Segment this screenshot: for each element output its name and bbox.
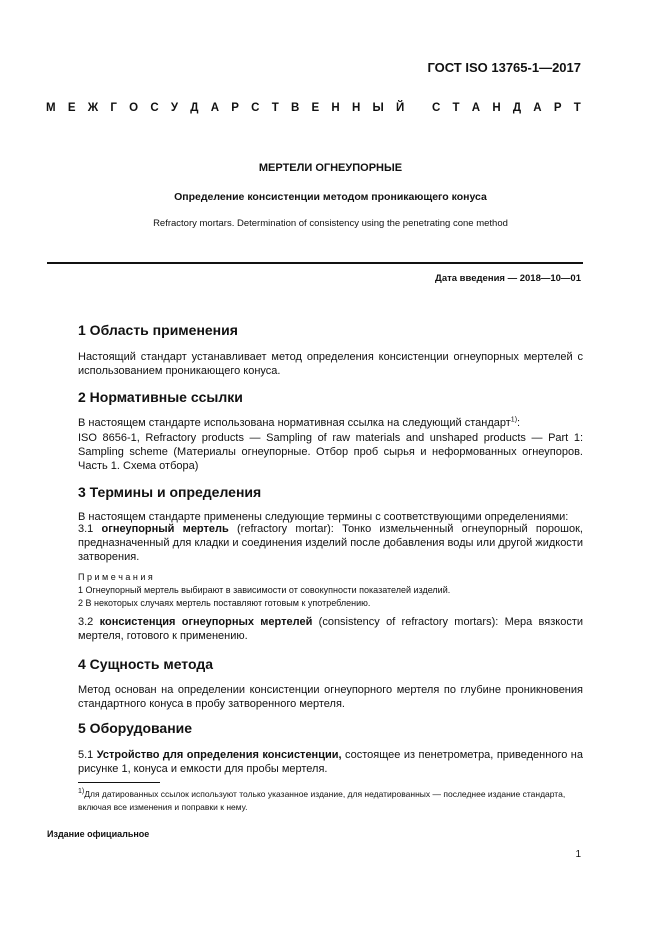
banner-letter: В — [290, 102, 300, 114]
term-3-1-term: огнеупорный мертель — [101, 523, 229, 535]
section-2-intro-text: В настоящем стандарте использована нормативная ссылка на следующий стандарт — [78, 417, 511, 429]
term-3-2 — [78, 615, 583, 643]
paragraph-5-1 — [78, 748, 583, 776]
banner-letter: Р — [553, 102, 562, 114]
section-2-reference: ISO 8656-1, Refractory products — Sampling of raw materials and unshaped products — Part 1: Sampling scheme (Материалы огнеупорные. Отбор проб сырья и неформованных огнеупоров. Часть 1. Схема отбора) — [78, 432, 583, 472]
footnote-rule — [78, 782, 160, 783]
paragraph-5-1-number: 5.1 — [78, 749, 94, 761]
interstate-standard-banner — [46, 102, 581, 114]
term-3-2-definition: (consistency of refractory mortars): Мера вязкости мертеля, готового к применению. — [78, 616, 584, 642]
section-2-intro — [78, 416, 583, 430]
paragraph-5-1-term: Устройство для определения консистенции, — [96, 749, 342, 761]
introduction-date: Дата введения — 2018—10—01 — [435, 273, 581, 284]
banner-letter: Ы — [372, 102, 384, 114]
section-2-intro-end: : — [517, 417, 521, 429]
banner-letter — [417, 102, 420, 114]
term-3-2-term: консистенция огнеупорных мертелей — [99, 616, 313, 628]
banner-letter: С — [251, 102, 260, 114]
section-1-heading: 1 Область применения — [78, 322, 238, 338]
section-3-intro: В настоящем стандарте применены следующие термины с соответствующими определениями: — [78, 511, 569, 523]
section-3-heading: 3 Термины и определения — [78, 484, 262, 500]
banner-letter: Н — [492, 102, 501, 114]
footnote — [78, 788, 583, 814]
section-4-heading: 4 Сущность метода — [78, 656, 214, 672]
note-1: 1 Огнеупорный мертель выбирают в зависимости от совокупности показателей изделий. — [78, 585, 451, 595]
page-number: 1 — [575, 849, 581, 860]
banner-letter: Т — [573, 102, 581, 114]
note-2: 2 В некоторых случаях мертель поставляют готовым к употреблению. — [78, 598, 371, 608]
banner-letter: С — [431, 102, 441, 114]
banner-letter: Е — [311, 102, 320, 114]
term-3-2-number: 3.2 — [78, 616, 94, 628]
banner-letter: У — [170, 102, 179, 114]
footnote-ref: 1) — [510, 416, 518, 424]
banner-letter: А — [210, 102, 220, 114]
section-5-heading: 5 Оборудование — [78, 720, 193, 736]
banner-letter: Д — [512, 102, 522, 114]
banner-letter: Д — [190, 102, 199, 114]
edition-label: Издание официальное — [47, 829, 150, 839]
notes-label: П р и м е ч а н и я — [78, 572, 153, 582]
banner-letter: Й — [396, 102, 405, 114]
section-4-text: Метод основан на определении консистенции огнеупорного мертеля по глубине проникновения стандартного конуса в пробу затворенного мертеля. — [78, 684, 583, 710]
banner-letter: А — [471, 102, 481, 114]
english-title: Refractory mortars. Determination of consistency using the penetrating cone method — [153, 218, 508, 229]
banner-letter: Ж — [87, 102, 99, 114]
banner-letter: Н — [331, 102, 340, 114]
header-rule — [47, 262, 583, 264]
banner-letter: О — [129, 102, 139, 114]
document-subtitle: Определение консистенции методом проникающего конуса — [174, 191, 487, 203]
document-title: МЕРТЕЛИ ОГНЕУПОРНЫЕ — [258, 162, 403, 174]
banner-letter: С — [150, 102, 159, 114]
section-2-heading: 2 Нормативные ссылки — [78, 389, 243, 405]
paragraph-5-1-text: состоящее из пенетрометра, приведенного на рисунке 1, конуса и емкости для пробы мертеля. — [78, 749, 583, 775]
banner-letter: А — [533, 102, 542, 114]
term-3-1-number: 3.1 — [78, 523, 94, 535]
term-3-1-definition: (refractory mortar): Тонко измельченный огнеупорный порошок, предназначенный для кладки и соединения изделий после добавления воды или другой жидкости затворения. — [78, 523, 583, 563]
footnote-mark: 1) — [78, 788, 85, 796]
banner-letter: М — [46, 102, 56, 114]
banner-letter: Г — [110, 102, 117, 114]
banner-letter: Н — [351, 102, 361, 114]
footnote-text: Для датированных ссылок используют только указанное издание, для недатированных — последнее издание стандарта, включая все изменения и поправки к нему. — [78, 789, 566, 812]
banner-letter: Р — [231, 102, 239, 114]
term-3-1 — [78, 522, 583, 564]
banner-letter: Т — [271, 102, 279, 114]
banner-letter: Е — [67, 102, 76, 114]
banner-letter: Т — [452, 102, 460, 114]
document-number: ГОСТ ISO 13765-1—2017 — [427, 60, 581, 75]
section-1-text: Настоящий стандарт устанавливает метод определения консистенции огнеупорных мертелей с использованием проникающего конуса. — [78, 351, 583, 377]
